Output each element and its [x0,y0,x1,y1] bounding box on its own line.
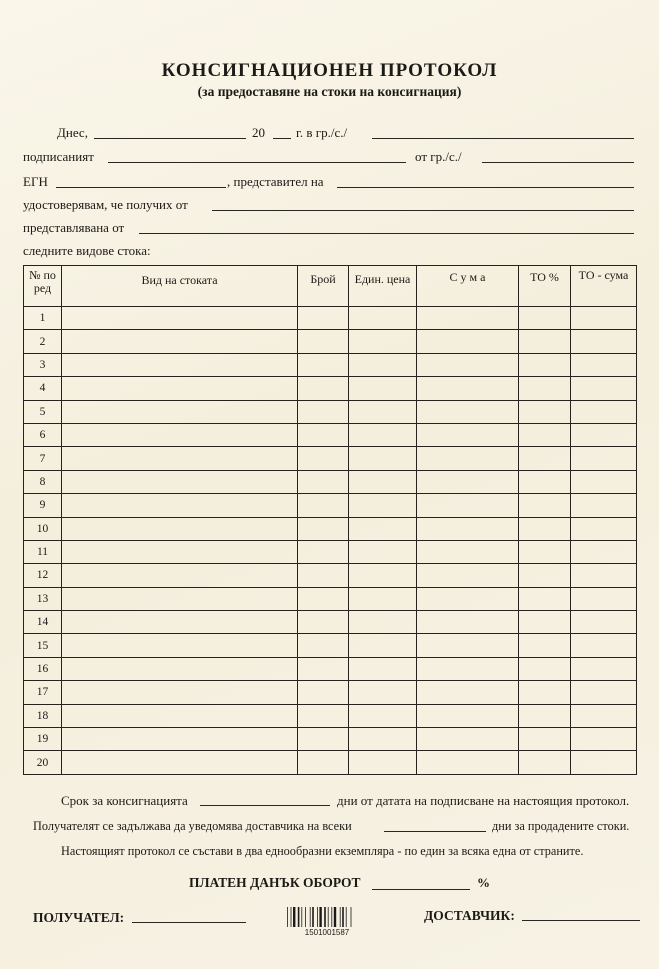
sum-cell[interactable] [417,564,519,587]
unit-price-cell[interactable] [349,704,417,727]
goods-type-cell[interactable] [62,353,298,376]
sum-cell[interactable] [417,681,519,704]
date-field[interactable] [94,138,246,139]
egn-label: ЕГН [23,174,48,189]
quantity-cell[interactable] [298,353,349,376]
table-row [24,330,637,353]
table-row [24,540,637,563]
quantity-cell[interactable] [298,307,349,330]
represented-by-field[interactable] [139,233,634,234]
table-row [24,470,637,493]
sum-cell[interactable] [417,517,519,540]
table-row [24,587,637,610]
goods-type-cell[interactable] [62,307,298,330]
goods-type-cell[interactable] [62,657,298,680]
recipient-label: ПОЛУЧАТЕЛ: [33,910,125,925]
to-percent-cell[interactable] [519,587,571,610]
goods-type-cell[interactable] [62,330,298,353]
row-number-cell: 18 [24,704,62,727]
barcode-image [286,907,368,927]
to-percent-cell[interactable] [519,681,571,704]
signed-name-field[interactable] [108,162,406,163]
represented-label: представлявана от [23,220,125,235]
to-percent-cell[interactable] [519,517,571,540]
row-number-cell: 5 [24,400,62,423]
row-number-cell: 6 [24,423,62,446]
to-sum-cell[interactable] [571,728,637,751]
quantity-cell[interactable] [298,494,349,517]
goods-type-cell[interactable] [62,728,298,751]
unit-price-cell[interactable] [349,307,417,330]
to-sum-cell[interactable] [571,400,637,423]
to-sum-cell[interactable] [571,517,637,540]
sum-cell[interactable] [417,423,519,446]
recipient-signature-field[interactable] [132,922,246,923]
goods-type-cell[interactable] [62,377,298,400]
to-sum-cell[interactable] [571,587,637,610]
to-sum-cell[interactable] [571,447,637,470]
unit-price-cell[interactable] [349,634,417,657]
unit-price-cell[interactable] [349,517,417,540]
copies-text: Настоящият протокол се състави в два еднообразни екземпляра - по един за всяка една от страните. [61,844,584,858]
to-sum-cell[interactable] [571,423,637,446]
document-title: КОНСИГНАЦИОНЕН ПРОТОКОЛ [161,60,498,81]
row-number-cell: 9 [24,494,62,517]
goods-type-cell[interactable] [62,751,298,774]
representative-label: , представител на [227,174,324,189]
supplier-label: ДОСТАВЧИК: [424,908,515,923]
sum-cell[interactable] [417,447,519,470]
unit-price-cell[interactable] [349,751,417,774]
quantity-cell[interactable] [298,564,349,587]
sum-cell[interactable] [417,540,519,563]
term-label: Срок за консигнацията [61,793,188,808]
quantity-cell[interactable] [298,611,349,634]
to-percent-cell[interactable] [519,657,571,680]
city-label: г. в гр./с./ [296,125,348,140]
goods-type-cell[interactable] [62,611,298,634]
goods-intro: следните видове стока: [23,243,151,258]
city-field[interactable] [372,138,634,139]
row-number-cell: 12 [24,564,62,587]
to-percent-cell[interactable] [519,307,571,330]
goods-type-cell[interactable] [62,564,298,587]
to-sum-cell[interactable] [571,307,637,330]
to-percent-cell[interactable] [519,540,571,563]
to-sum-cell[interactable] [571,470,637,493]
col-header-to-sum: ТО - сума [571,266,637,307]
table-row [24,634,637,657]
to-sum-cell[interactable] [571,330,637,353]
col-header-sum: С у м а [417,266,519,307]
to-sum-cell[interactable] [571,353,637,376]
row-number-cell: 17 [24,681,62,704]
row-number-cell: 7 [24,447,62,470]
tax-percent-field[interactable] [372,889,470,890]
egn-field[interactable] [56,187,226,188]
col-header-goods-type: Вид на стоката [62,266,298,307]
table-row [24,704,637,727]
representative-field[interactable] [337,187,634,188]
unit-price-cell[interactable] [349,681,417,704]
goods-type-cell[interactable] [62,540,298,563]
row-number-cell: 8 [24,470,62,493]
quantity-cell[interactable] [298,330,349,353]
goods-type-cell[interactable] [62,587,298,610]
goods-type-cell[interactable] [62,470,298,493]
unit-price-cell[interactable] [349,587,417,610]
to-sum-cell[interactable] [571,377,637,400]
goods-type-cell[interactable] [62,400,298,423]
sum-cell[interactable] [417,330,519,353]
table-row [24,611,637,634]
year-field[interactable] [273,138,291,139]
table-row [24,517,637,540]
received-from-field[interactable] [212,210,634,211]
to-percent-cell[interactable] [519,564,571,587]
sum-cell[interactable] [417,657,519,680]
to-percent-cell[interactable] [519,400,571,423]
to-percent-cell[interactable] [519,611,571,634]
unit-price-cell[interactable] [349,353,417,376]
quantity-cell[interactable] [298,447,349,470]
sum-cell[interactable] [417,494,519,517]
unit-price-cell[interactable] [349,447,417,470]
sum-cell[interactable] [417,470,519,493]
sum-cell[interactable] [417,704,519,727]
notify-label: Получателят се задължава да уведомява доставчика на всеки [33,819,352,833]
table-row [24,681,637,704]
to-percent-cell[interactable] [519,494,571,517]
quantity-cell[interactable] [298,728,349,751]
to-percent-cell[interactable] [519,634,571,657]
to-percent-cell[interactable] [519,330,571,353]
tax-label: ПЛАТЕН ДАНЪК ОБОРОТ [189,875,361,890]
sum-cell[interactable] [417,353,519,376]
table-row [24,447,637,470]
quantity-cell[interactable] [298,517,349,540]
table-row [24,494,637,517]
document-subtitle: (за предоставяне на стоки на консигнация) [197,84,462,99]
quantity-cell[interactable] [298,634,349,657]
quantity-cell[interactable] [298,657,349,680]
year-prefix: 20 [252,125,265,140]
row-number-cell: 15 [24,634,62,657]
row-number-cell: 10 [24,517,62,540]
unit-price-cell[interactable] [349,540,417,563]
to-sum-cell[interactable] [571,611,637,634]
from-city-label: от гр./с./ [415,149,462,164]
goods-type-cell[interactable] [62,704,298,727]
sum-cell[interactable] [417,611,519,634]
unit-price-cell[interactable] [349,657,417,680]
to-percent-cell[interactable] [519,353,571,376]
row-number-cell: 16 [24,657,62,680]
date-label: Днес, [57,125,88,140]
row-number-cell: 1 [24,307,62,330]
sum-cell[interactable] [417,751,519,774]
quantity-cell[interactable] [298,681,349,704]
quantity-cell[interactable] [298,423,349,446]
quantity-cell[interactable] [298,751,349,774]
quantity-cell[interactable] [298,587,349,610]
goods-type-cell[interactable] [62,634,298,657]
to-sum-cell[interactable] [571,704,637,727]
col-header-quantity: Брой [298,266,349,307]
quantity-cell[interactable] [298,704,349,727]
notify-days-field[interactable] [384,831,486,832]
table-row [24,377,637,400]
sum-cell[interactable] [417,307,519,330]
unit-price-cell[interactable] [349,470,417,493]
goods-type-cell[interactable] [62,517,298,540]
to-sum-cell[interactable] [571,681,637,704]
supplier-signature-field[interactable] [522,920,640,921]
unit-price-cell[interactable] [349,494,417,517]
sum-cell[interactable] [417,728,519,751]
goods-type-cell[interactable] [62,494,298,517]
goods-table [23,265,637,775]
to-sum-cell[interactable] [571,540,637,563]
goods-type-cell[interactable] [62,681,298,704]
quantity-cell[interactable] [298,470,349,493]
term-days-field[interactable] [200,805,330,806]
to-sum-cell[interactable] [571,494,637,517]
table-row [24,400,637,423]
goods-type-cell[interactable] [62,423,298,446]
table-row [24,423,637,446]
unit-price-cell[interactable] [349,611,417,634]
row-number-cell: 13 [24,587,62,610]
signed-label: подписаният [23,149,94,164]
row-number-cell: 20 [24,751,62,774]
row-number-cell: 11 [24,540,62,563]
unit-price-cell[interactable] [349,728,417,751]
unit-price-cell[interactable] [349,330,417,353]
row-number-cell: 14 [24,611,62,634]
to-percent-cell[interactable] [519,751,571,774]
col-header-number: № по ред [24,266,62,307]
sum-cell[interactable] [417,587,519,610]
table-row [24,307,637,330]
to-percent-cell[interactable] [519,423,571,446]
col-header-unit-price: Един. цена [349,266,417,307]
unit-price-cell[interactable] [349,377,417,400]
to-percent-cell[interactable] [519,377,571,400]
row-number-cell: 2 [24,330,62,353]
unit-price-cell[interactable] [349,400,417,423]
table-row [24,751,637,774]
tax-percent-sign: % [477,875,490,890]
from-city-field[interactable] [482,162,634,163]
unit-price-cell[interactable] [349,564,417,587]
to-sum-cell[interactable] [571,751,637,774]
to-percent-cell[interactable] [519,728,571,751]
goods-table-body [24,307,637,775]
table-row [24,353,637,376]
to-percent-cell[interactable] [519,704,571,727]
to-sum-cell[interactable] [571,657,637,680]
to-percent-cell[interactable] [519,470,571,493]
table-header-row [24,266,637,307]
to-percent-cell[interactable] [519,447,571,470]
certify-label: удостоверявам, че получих от [23,197,188,212]
quantity-cell[interactable] [298,377,349,400]
row-number-cell: 3 [24,353,62,376]
unit-price-cell[interactable] [349,423,417,446]
term-suffix: дни от датата на подписване на настоящия протокол. [337,793,630,808]
to-sum-cell[interactable] [571,564,637,587]
sum-cell[interactable] [417,400,519,423]
table-row [24,657,637,680]
goods-type-cell[interactable] [62,447,298,470]
col-header-to-percent: ТО % [519,266,571,307]
table-row [24,728,637,751]
row-number-cell: 19 [24,728,62,751]
quantity-cell[interactable] [298,400,349,423]
row-number-cell: 4 [24,377,62,400]
to-sum-cell[interactable] [571,634,637,657]
sum-cell[interactable] [417,377,519,400]
sum-cell[interactable] [417,634,519,657]
quantity-cell[interactable] [298,540,349,563]
barcode-number: 1501001587 [304,928,350,937]
notify-suffix: дни за продадените стоки. [492,819,630,833]
table-row [24,564,637,587]
